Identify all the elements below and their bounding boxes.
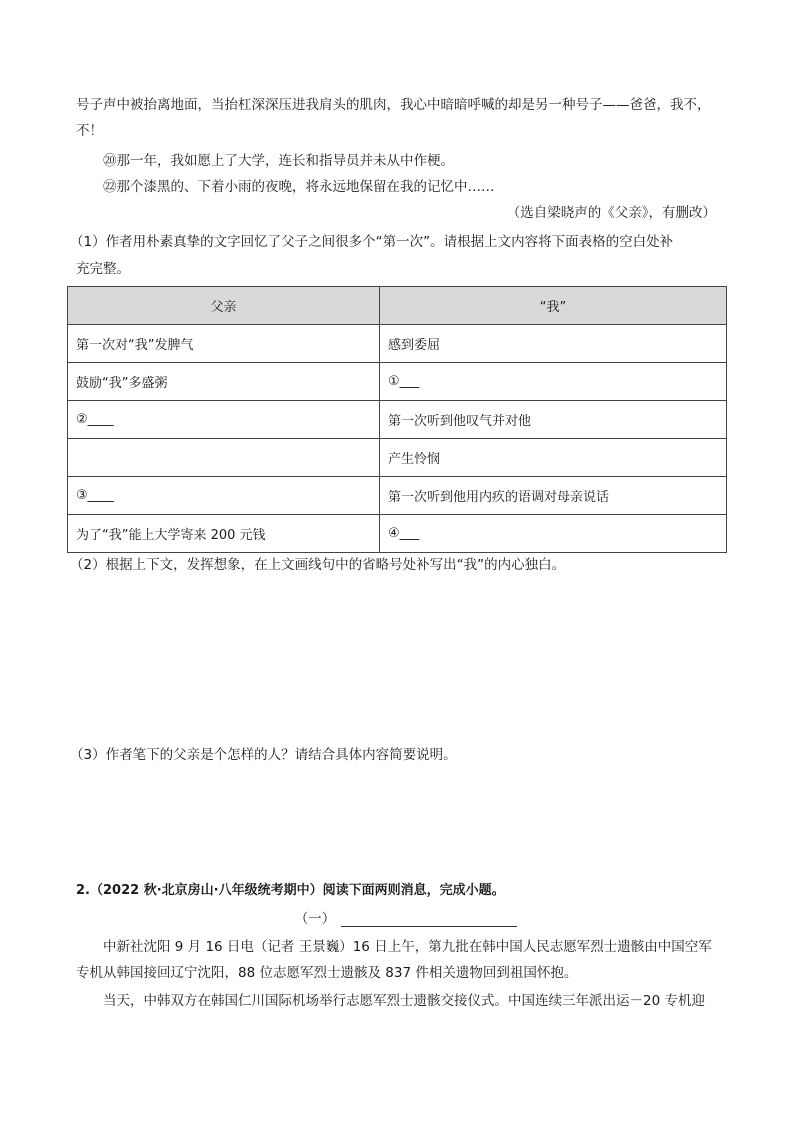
news-paragraph-1: 中新社沈阳 9 月 16 日电（记者 王景巍）16 日上午，第九批在韩中国人民志愿军烈士遗骸由中国空军 (103, 939, 712, 955)
question-1-line-2: 充完整。 (76, 261, 130, 277)
question-2: （2）根据上下文，发挥想象，在上文画线句中的省略号处补写出“我”的内心独白。 (70, 557, 566, 573)
question-3: （3）作者笔下的父亲是个怎样的人？请结合具体内容简要说明。 (70, 747, 457, 763)
news-subtitle-line (76, 906, 736, 932)
table-cell-blank[interactable]: ③____ (68, 477, 380, 515)
news-title-blank[interactable] (341, 912, 517, 927)
table-cell: 为了“我”能上大学寄来 200 元钱 (68, 515, 380, 553)
passage-line-1-cont: 不！ (76, 123, 103, 139)
passage-paragraph-22: ㉒那个漆黑的、下着小雨的夜晚，将永远地保留在我的记忆中…… (103, 179, 495, 195)
table-row (68, 363, 727, 401)
section-2-heading: 2.（2022 秋·北京房山·八年级统考期中）阅读下面两则消息，完成小题。 (76, 883, 505, 898)
table-row (68, 477, 727, 515)
news-paragraph-1-cont: 专机从韩国接回辽宁沈阳，88 位志愿军烈士遗骸及 837 件相关遗物回到祖国怀抱。 (76, 965, 578, 981)
answer-table (67, 286, 727, 553)
table-row (68, 439, 727, 477)
table-cell: 感到委屈 (380, 325, 727, 363)
table-header-father: 父亲 (68, 287, 380, 325)
table-cell: 第一次对“我”发脾气 (68, 325, 380, 363)
question-1-line-1: （1）作者用朴素真挚的文字回忆了父子之间很多个“第一次”。请根据上文内容将下面表格的空白处补 (70, 234, 674, 250)
passage-source: （选自梁晓声的《父亲》，有删改） (506, 205, 716, 221)
table-row (68, 325, 727, 363)
table-cell: 第一次听到他用内疚的语调对母亲说话 (380, 477, 727, 515)
table-cell: 产生怜悯 (380, 439, 727, 477)
table-cell-blank[interactable]: ④___ (380, 515, 727, 553)
news-paragraph-2: 当天，中韩双方在韩国仁川国际机场举行志愿军烈士遗骸交接仪式。中国连续三年派出运－20 专机迎 (103, 993, 705, 1009)
table-cell: 鼓励“我”多盛粥 (68, 363, 380, 401)
table-row (68, 515, 727, 553)
table-cell-blank[interactable]: ②____ (68, 401, 380, 439)
passage-line-1: 号子声中被抬离地面，当抬杠深深压进我肩头的肌肉，我心中暗暗呼喊的却是另一种号子——爸爸，我不， (76, 97, 711, 113)
passage-paragraph-20: ⑳那一年，我如愿上了大学，连长和指导员并未从中作梗。 (103, 153, 454, 169)
table-cell (68, 439, 380, 477)
table-cell: 第一次听到他叹气并对他 (380, 401, 727, 439)
table-header-me: “我” (380, 287, 727, 325)
table-row (68, 401, 727, 439)
table-cell-blank[interactable]: ①___ (380, 363, 727, 401)
table-header-row (68, 287, 727, 325)
news-subtitle-label: （一） (294, 911, 336, 927)
